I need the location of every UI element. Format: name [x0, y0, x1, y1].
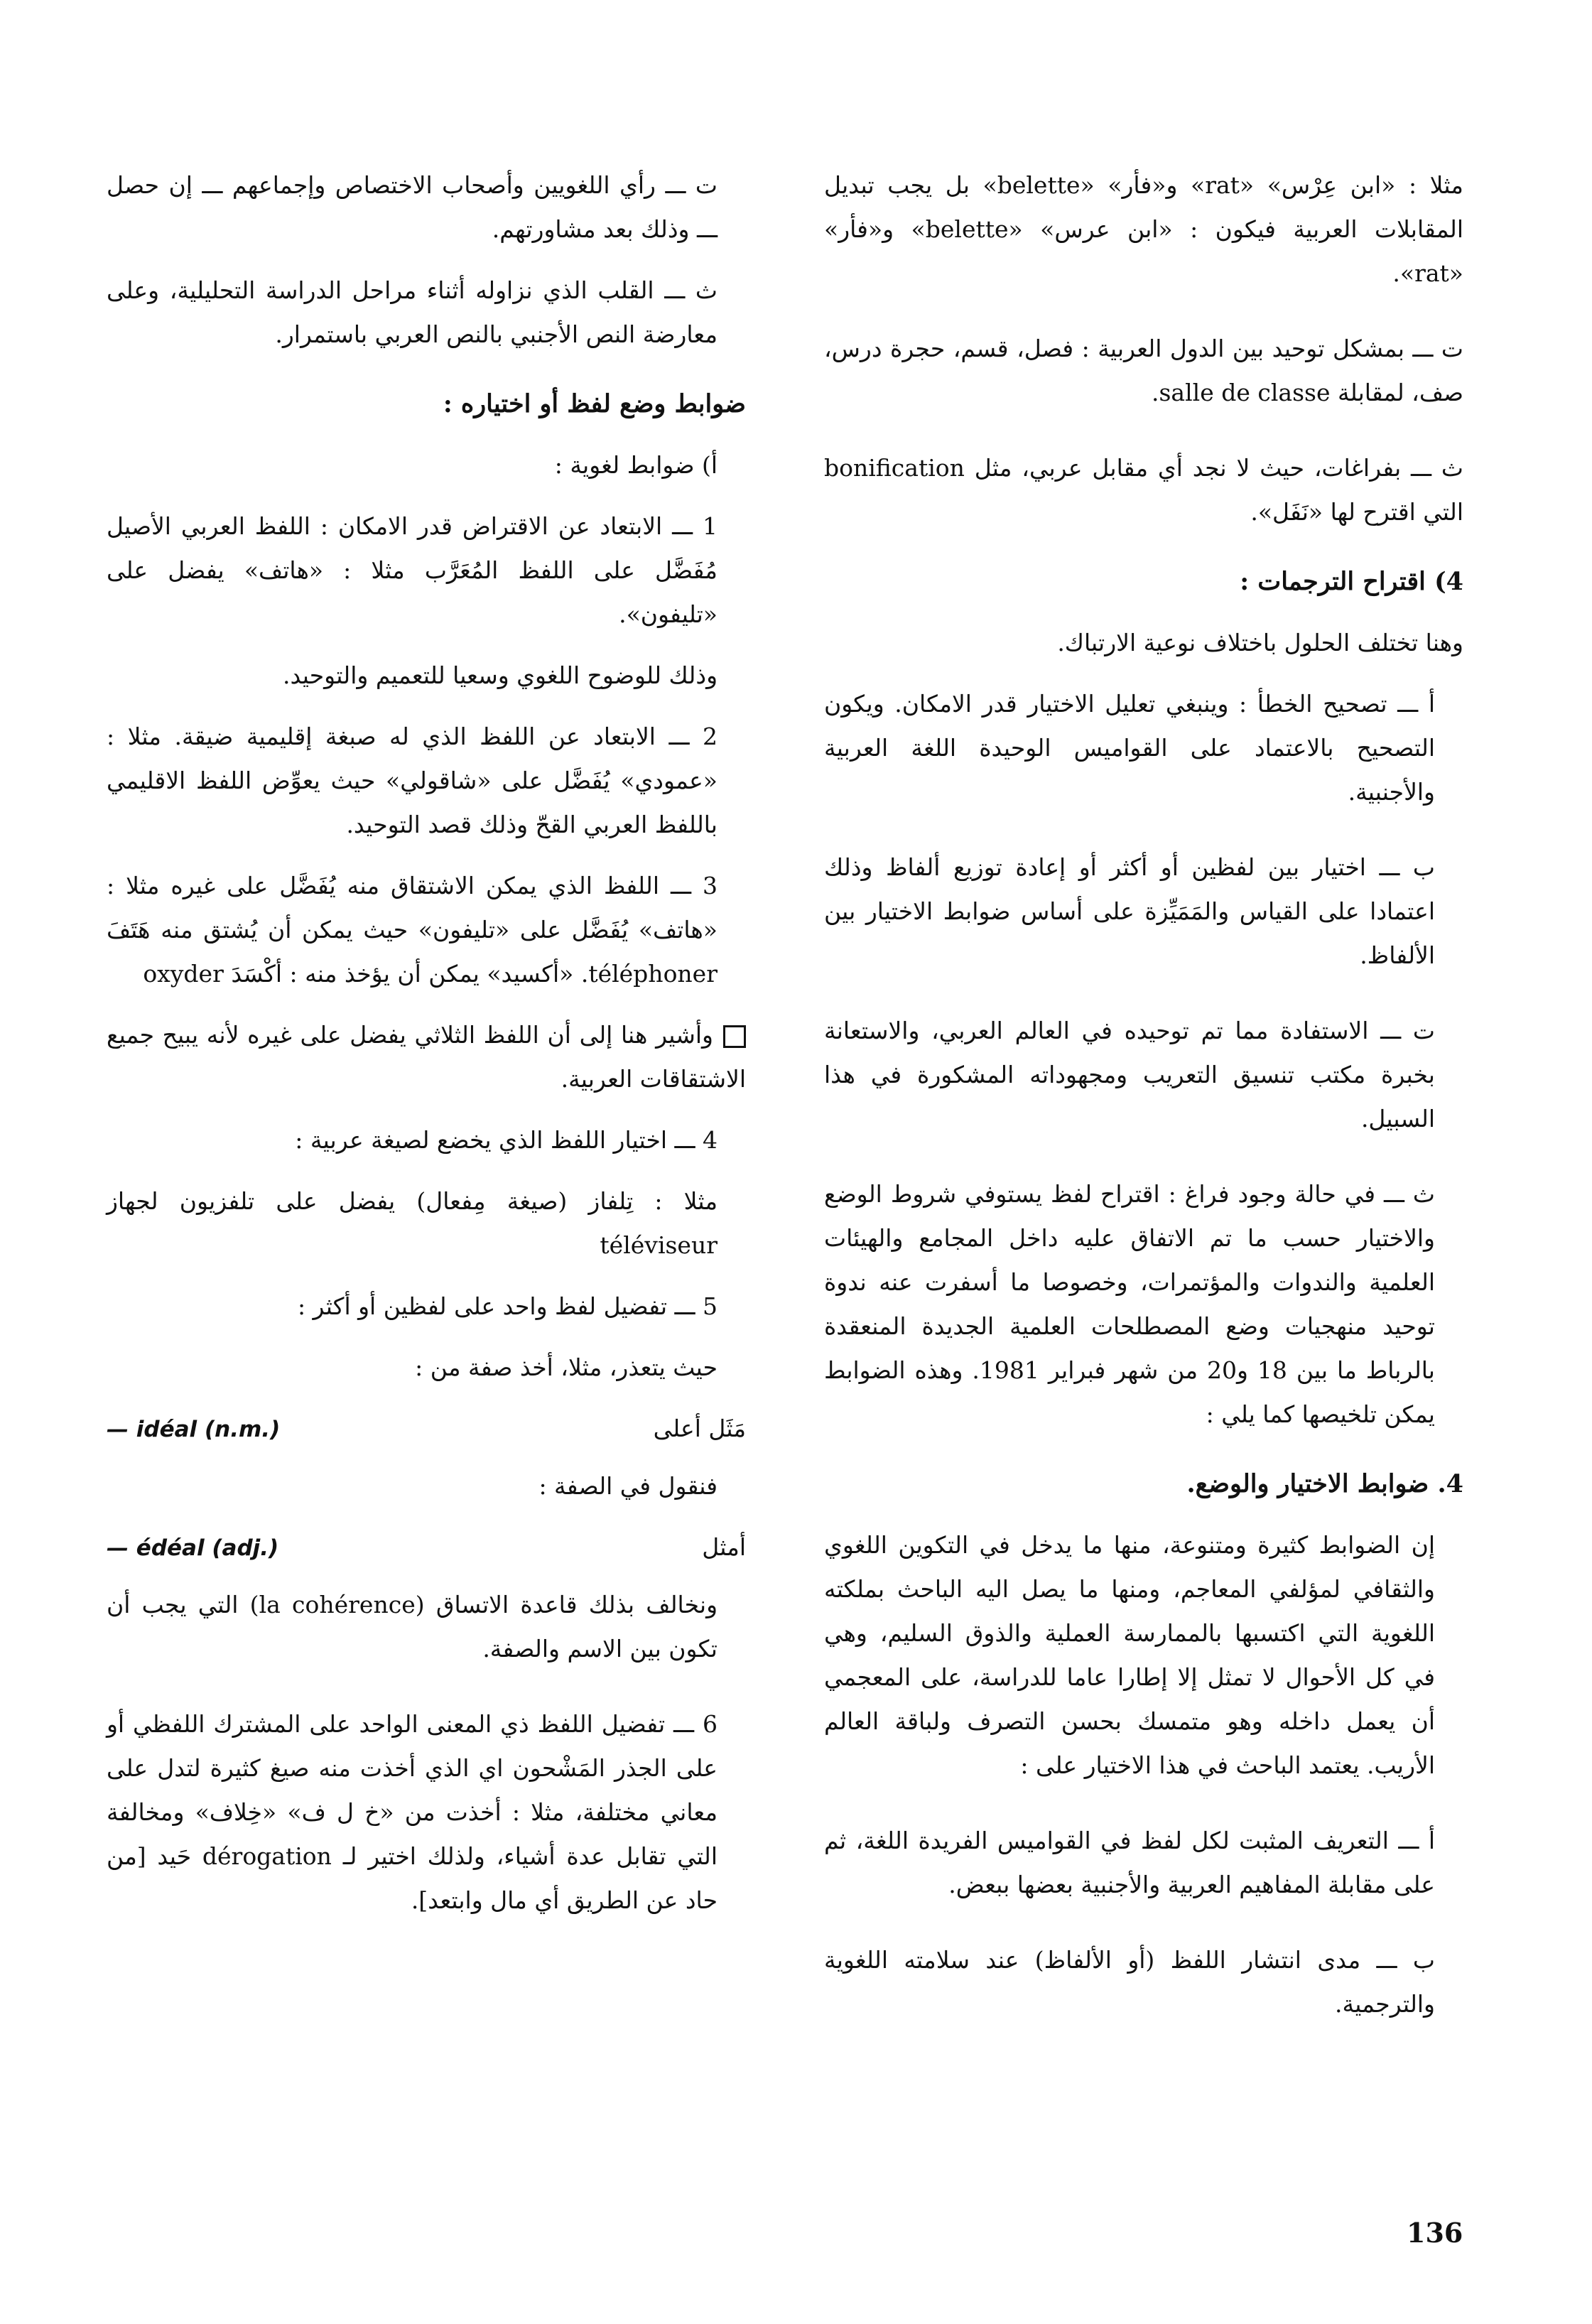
section-heading: 4. ضوابط الاختيار والوضع. — [1186, 1469, 1463, 1498]
paragraph: فنقول في الصفة : — [538, 1472, 718, 1500]
paragraph: ت ـــ بمشكل توحيد بين الدول العربية : فصل، قسم، حجرة درس، صف، لمقابلة salle de classe. — [824, 335, 1463, 406]
paragraph: 2 ـــ الابتعاد عن اللفظ الذي له صبغة إقليمية ضيقة. مثلا : «عمودي» يُفَضَّل على «شاقولي» حيث يعوِّض اللفظ الاقليمي باللفظ العربي القحّ وذلك قصد التوحيد. — [107, 723, 718, 838]
paragraph: 5 ـــ تفضيل لفظ واحد على لفظين أو أكثر : — [297, 1292, 718, 1320]
page-number: 136 — [1407, 2217, 1463, 2249]
section-heading: 4) اقتراح الترجمات : — [1240, 567, 1463, 596]
paragraph: ونخالف بذلك قاعدة الاتساق (la cohérence) التي يجب أن تكون بين الاسم والصفة. — [107, 1591, 718, 1663]
paragraph: حيث يتعذر، مثلا، أخذ صفة من : — [415, 1353, 718, 1381]
paragraph — [107, 1013, 746, 1101]
term-pair — [107, 1525, 746, 1570]
paragraph: ث ـــ بفراغات، حيث لا نجد أي مقابل عربي، مثل bonification التي اقترح لها «نَفَل». — [824, 454, 1463, 526]
left-column — [107, 163, 746, 1940]
paragraph: 3 ـــ اللفظ الذي يمكن الاشتقاق منه يُفَضَّل على غيره مثلا : «هاتف» يُفَضَّل على «تليفون» حيث يمكن أن يُشتق منه هَتَفَ téléphoner. «أكسيد» يمكن أن يؤخذ منه : أكْسَدَ oxyder — [107, 872, 718, 988]
french-term: — idéal (n.m.) — [107, 1417, 281, 1442]
paragraph: 6 ـــ تفضيل اللفظ ذي المعنى الواحد على المشترك اللفظي أو على الجذر المَشْحون اي الذي أخذت منه صيغ كثيرة لتدل على معاني مختلفة، مثلا : أخذت من «خ ل ف» «خِلاف» ومخالفة التي تقابل عدة أشياء، ولذلك اختير لـ dérogation حَيد [من حاد عن الطريق أي مال وابتعد]. — [107, 1710, 718, 1914]
arabic-term: أمثل — [702, 1533, 746, 1561]
paragraph: أ ـــ التعريف المثبت لكل لفظ في القواميس الفريدة اللغة، ثم على مقابلة المفاهيم العربية والأجنبية بعضها ببعض. — [824, 1827, 1435, 1898]
paragraph: 1 ـــ الابتعاد عن الاقتراض قدر الامكان : اللفظ العربي الأصيل مُفَضَّل على اللفظ المُعَرَّب مثلا : «هاتف» يفضل على «تليفون». — [107, 512, 718, 628]
paragraph: مثلا : «ابن عِرْس» «rat» و«فأر» «belette» بل يجب تبديل المقابلات العربية فيكون : «ابن عرس» «belette» و«فأر» «rat». — [824, 171, 1464, 287]
paragraph: ت ـــ الاستفادة مما تم توحيده في العالم العربي، والاستعانة بخبرة مكتب تنسيق التعريب ومجهوداته المشكورة في هذا السبيل. — [824, 1017, 1435, 1133]
section-heading: ضوابط وضع لفظ أو اختياره : — [443, 389, 746, 418]
paragraph: 4 ـــ اختيار اللفظ الذي يخضع لصيغة عربية : — [295, 1126, 718, 1154]
arabic-term: مَثَل أعلى — [653, 1415, 746, 1442]
paragraph: وذلك للوضوح اللغوي وسعيا للتعميم والتوحيد. — [283, 661, 718, 689]
french-term: — édéal (adj.) — [107, 1535, 279, 1561]
paragraph: ث ـــ في حالة وجود فراغ : اقتراح لفظ يستوفي شروط الوضع والاختيار حسب ما تم الاتفاق عليه داخل المجامع والهيئات العلمية والندوات والمؤتمرات، وخصوصا ما أسفرت عنه ندوة توحيد منهجيات وضع المصطلحات العلمية الجديدة المنعقدة بالرباط ما بين 18 و20 من شهر فبراير 1981. وهذه الضوابط يمكن تلخيصها كما يلي : — [824, 1180, 1435, 1428]
paragraph: إن الضوابط كثيرة ومتنوعة، منها ما يدخل في التكوين اللغوي والثقافي لمؤلفي المعاجم، ومنها ما يصل اليه الباحث بملكته اللغوية التي اكتسبها بالممارسة العملية والذوق السليم، وهي في كل الأحوال لا تمثل إلا إطارا عاما للدراسة، على المعجمي أن يعمل داخله وهو متمسك بحسن التصرف ولباقة العالم الأريب. يعتمد الباحث في هذا الاختيار على : — [824, 1531, 1435, 1779]
paragraph: أ ـــ تصحيح الخطأ : وينبغي تعليل الاختيار قدر الامكان. ويكون التصحيح بالاعتماد على القواميس الوحيدة اللغة العربية والأجنبية. — [824, 690, 1435, 806]
paragraph: ت ـــ رأي اللغويين وأصحاب الاختصاص وإجماعهم ـــ إن حصل ـــ وذلك بعد مشاورتهم. — [107, 171, 718, 243]
paragraph: ب ـــ مدى انتشار اللفظ (أو الألفاظ) عند سلامته اللغوية والترجمية. — [824, 1946, 1435, 2018]
paragraph: ث ـــ القلب الذي نزاوله أثناء مراحل الدراسة التحليلية، وعلى معارضة النص الأجنبي بالنص العربي باستمرار. — [107, 276, 718, 348]
paragraph: أ) ضوابط لغوية : — [554, 451, 718, 479]
term-pair — [107, 1407, 746, 1452]
paragraph: مثلا : تِلفاز (صيغة مِفعال) يفضل على تلفزيون لجهاز téléviseur — [107, 1187, 718, 1259]
paragraph: ب ـــ اختيار بين لفظين أو أكثر أو إعادة توزيع ألفاظ وذلك اعتمادا على القياس والمَمَيِّزة على أساس ضوابط الاختيار بين الألفاظ. — [824, 853, 1435, 969]
square-bullet-icon — [723, 1025, 746, 1048]
paragraph: وهنا تختلف الحلول باختلاف نوعية الارتباك. — [1057, 629, 1463, 656]
paragraph-text: وأشير هنا إلى أن اللفظ الثلاثي يفضل على غيره لأنه يبيح جميع الاشتقاقات العربية. — [107, 1021, 746, 1093]
right-column — [824, 163, 1463, 2043]
